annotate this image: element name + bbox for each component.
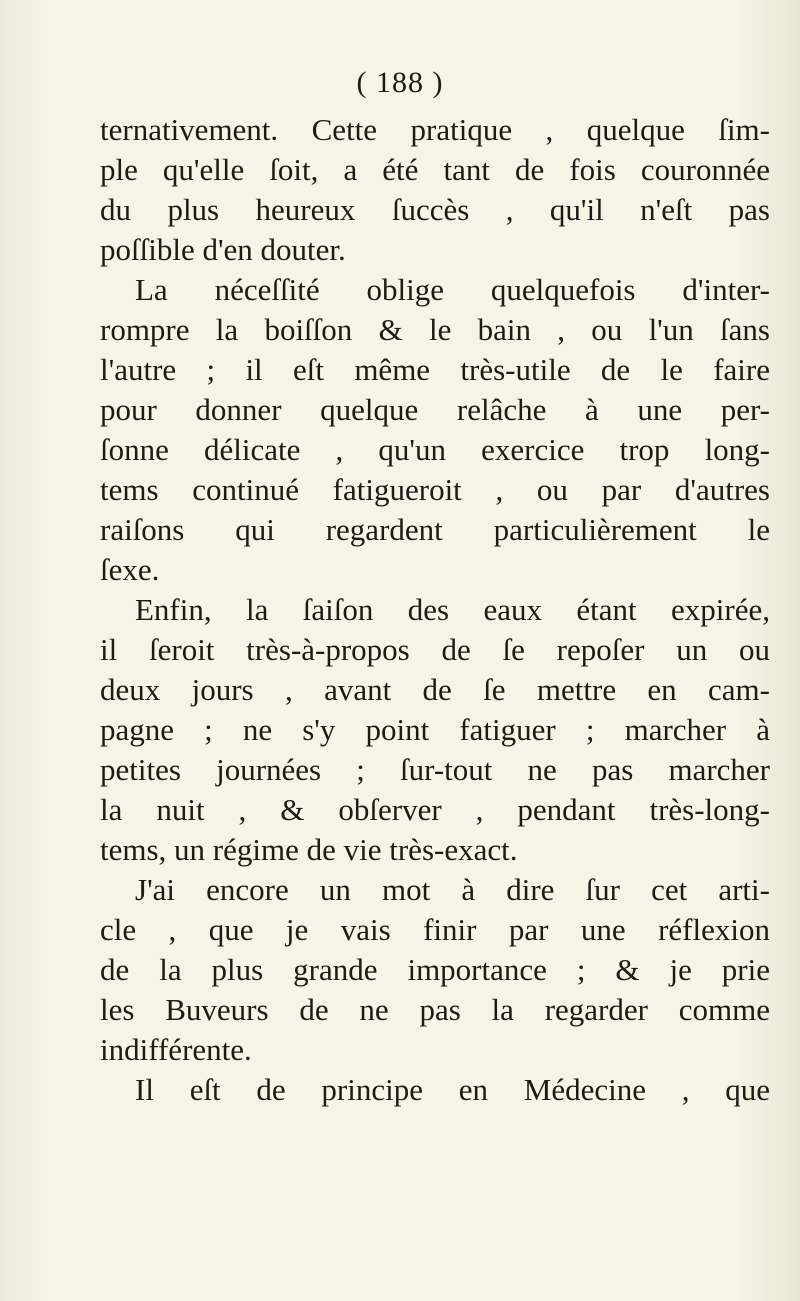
text-line: tems, un régime de vie très-exact.: [100, 832, 518, 867]
text-line: pagne ; ne s'y point fatiguer ; marcher à: [100, 712, 770, 747]
text-line: ſexe.: [100, 552, 160, 587]
text-line: il ſeroit très-à-propos de ſe repoſer un ou: [100, 632, 770, 667]
text-line: deux jours , avant de ſe mettre en cam-: [100, 672, 770, 707]
page-number: ( 188 ): [356, 66, 444, 99]
text-line: rompre la boiſſon & le bain , ou l'un ſans: [100, 312, 770, 347]
text-line: indifférente.: [100, 1032, 252, 1067]
text-line: poſſible d'en douter.: [100, 232, 346, 267]
text-line: de la plus grande importance ; & je prie: [100, 952, 770, 987]
text-line: pour donner quelque relâche à une per-: [100, 392, 770, 427]
text-line: ternativement. Cette pratique , quelque ſim-: [100, 112, 770, 147]
text-line: raiſons qui regardent particulièrement le: [100, 512, 770, 547]
text-line: les Buveurs de ne pas la regarder comme: [100, 992, 770, 1027]
text-line: La néceſſité oblige quelquefois d'inter-: [135, 272, 770, 307]
text-line: l'autre ; il eſt même très-utile de le faire: [100, 352, 770, 387]
text-line: Enfin, la ſaiſon des eaux étant expirée,: [135, 592, 770, 627]
text-line: petites journées ; ſur-tout ne pas marcher: [100, 752, 770, 787]
text-line: la nuit , & obſerver , pendant très-long-: [100, 792, 770, 827]
text-line: tems continué fatigueroit , ou par d'autres: [100, 472, 770, 507]
text-line: ple qu'elle ſoit, a été tant de fois couronnée: [100, 152, 770, 187]
text-line: cle , que je vais finir par une réflexion: [100, 912, 770, 947]
text-line: ſonne délicate , qu'un exercice trop long-: [100, 432, 770, 467]
text-line: du plus heureux ſuccès , qu'il n'eſt pas: [100, 192, 770, 227]
text-line: Il eſt de principe en Médecine , que: [135, 1072, 770, 1107]
text-line: J'ai encore un mot à dire ſur cet arti-: [135, 872, 770, 907]
